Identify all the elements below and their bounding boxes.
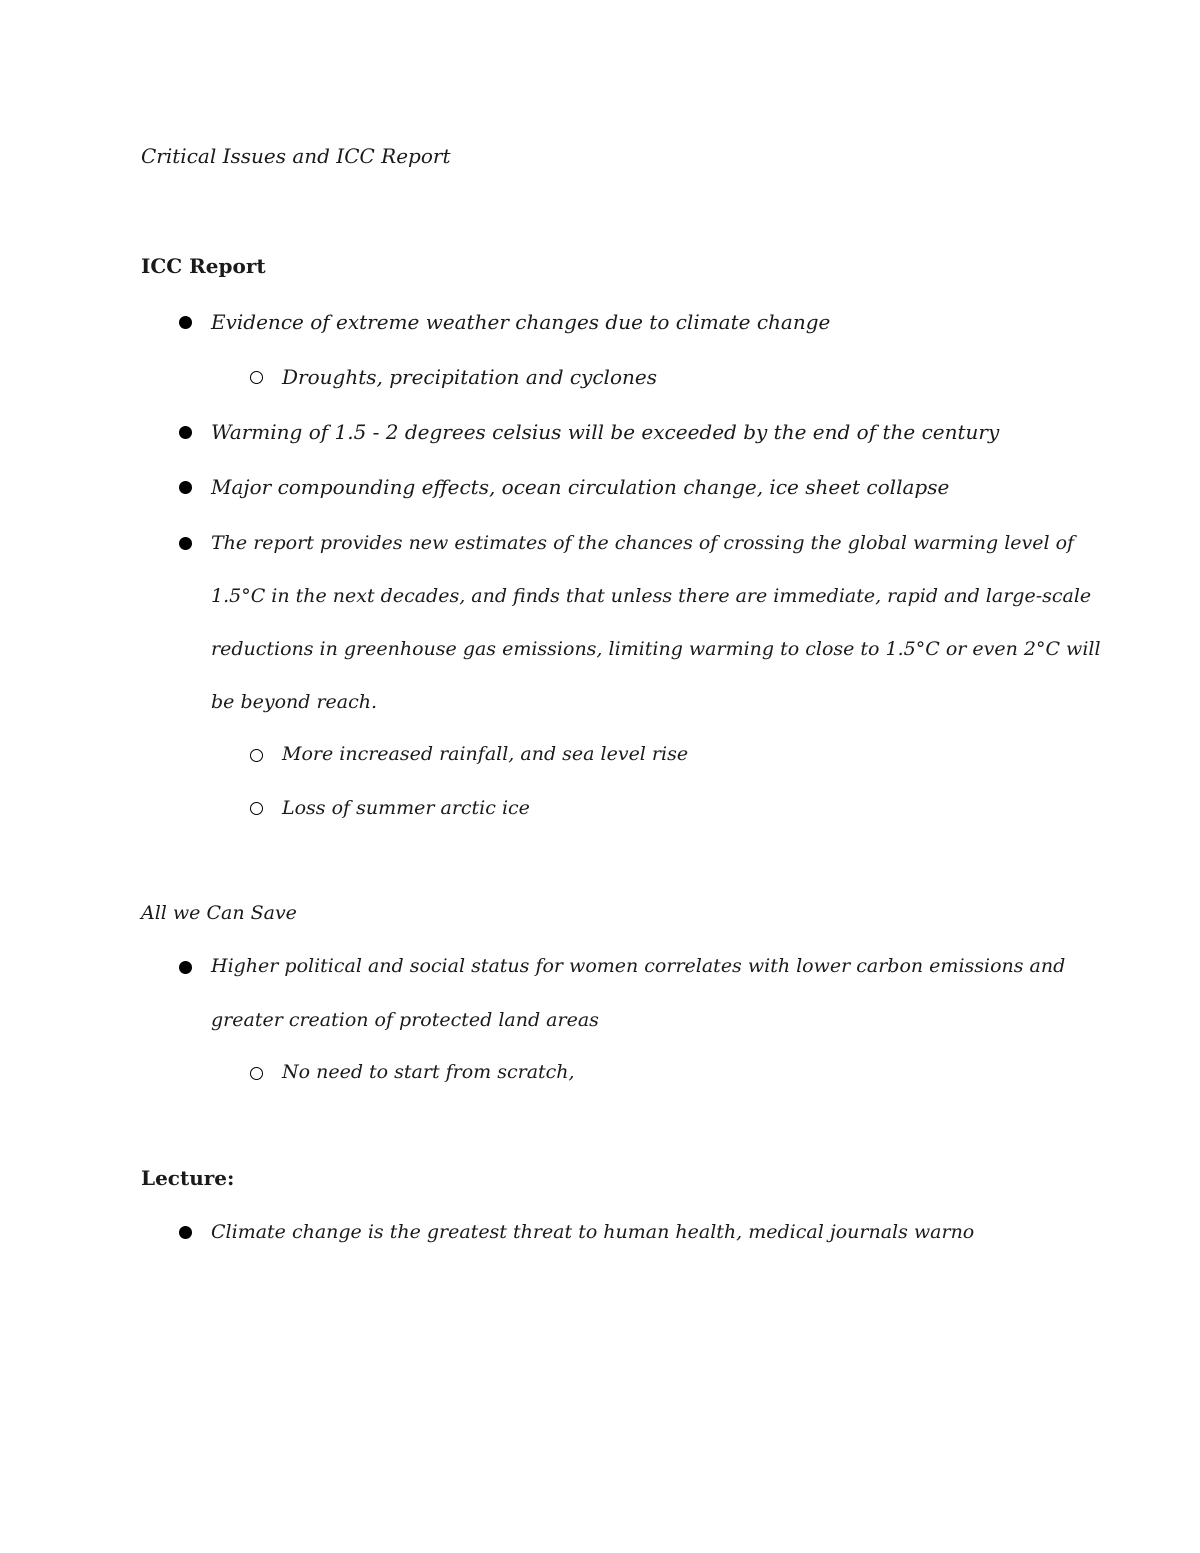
filled-bullet-icon [179, 1226, 192, 1239]
sub-list-item: More increased rainfall, and sea level rise [282, 743, 689, 765]
sub-list-item: Droughts, precipitation and cyclones [282, 365, 657, 389]
filled-bullet-icon [179, 481, 192, 494]
filled-bullet-icon [179, 537, 192, 550]
sub-list-item: No need to start from scratch, [282, 1061, 575, 1083]
filled-bullet-icon [179, 426, 192, 439]
section-heading-icc-report: ICC Report [141, 254, 266, 278]
hollow-bullet-icon [250, 802, 263, 815]
paragraph-line: 1.5°C in the next decades, and finds that unless there are immediate, rapid and large-scale [211, 585, 1092, 607]
document-title: Critical Issues and ICC Report [141, 144, 451, 168]
hollow-bullet-icon [250, 1067, 263, 1080]
paragraph-line: greater creation of protected land areas [211, 1009, 599, 1031]
list-item: Climate change is the greatest threat to human health, medical journals warno [211, 1221, 975, 1243]
section-heading-lecture: Lecture: [141, 1166, 235, 1190]
paragraph-line: The report provides new estimates of the chances of crossing the global warming level of [211, 532, 1075, 554]
hollow-bullet-icon [250, 371, 263, 384]
hollow-bullet-icon [250, 749, 263, 762]
filled-bullet-icon [179, 961, 192, 974]
paragraph-line: be beyond reach. [211, 691, 378, 713]
section-heading-all-we-can-save: All we Can Save [141, 902, 297, 924]
list-item: Warming of 1.5 - 2 degrees celsius will be exceeded by the end of the century [211, 420, 1000, 444]
list-item: Major compounding effects, ocean circulation change, ice sheet collapse [211, 475, 950, 499]
list-item: Evidence of extreme weather changes due to climate change [211, 310, 831, 334]
paragraph-line: reductions in greenhouse gas emissions, limiting warming to close to 1.5°C or even 2°C will [211, 638, 1101, 660]
sub-list-item: Loss of summer arctic ice [282, 797, 530, 819]
filled-bullet-icon [179, 316, 192, 329]
paragraph-line: Higher political and social status for women correlates with lower carbon emissions and [211, 955, 1066, 977]
